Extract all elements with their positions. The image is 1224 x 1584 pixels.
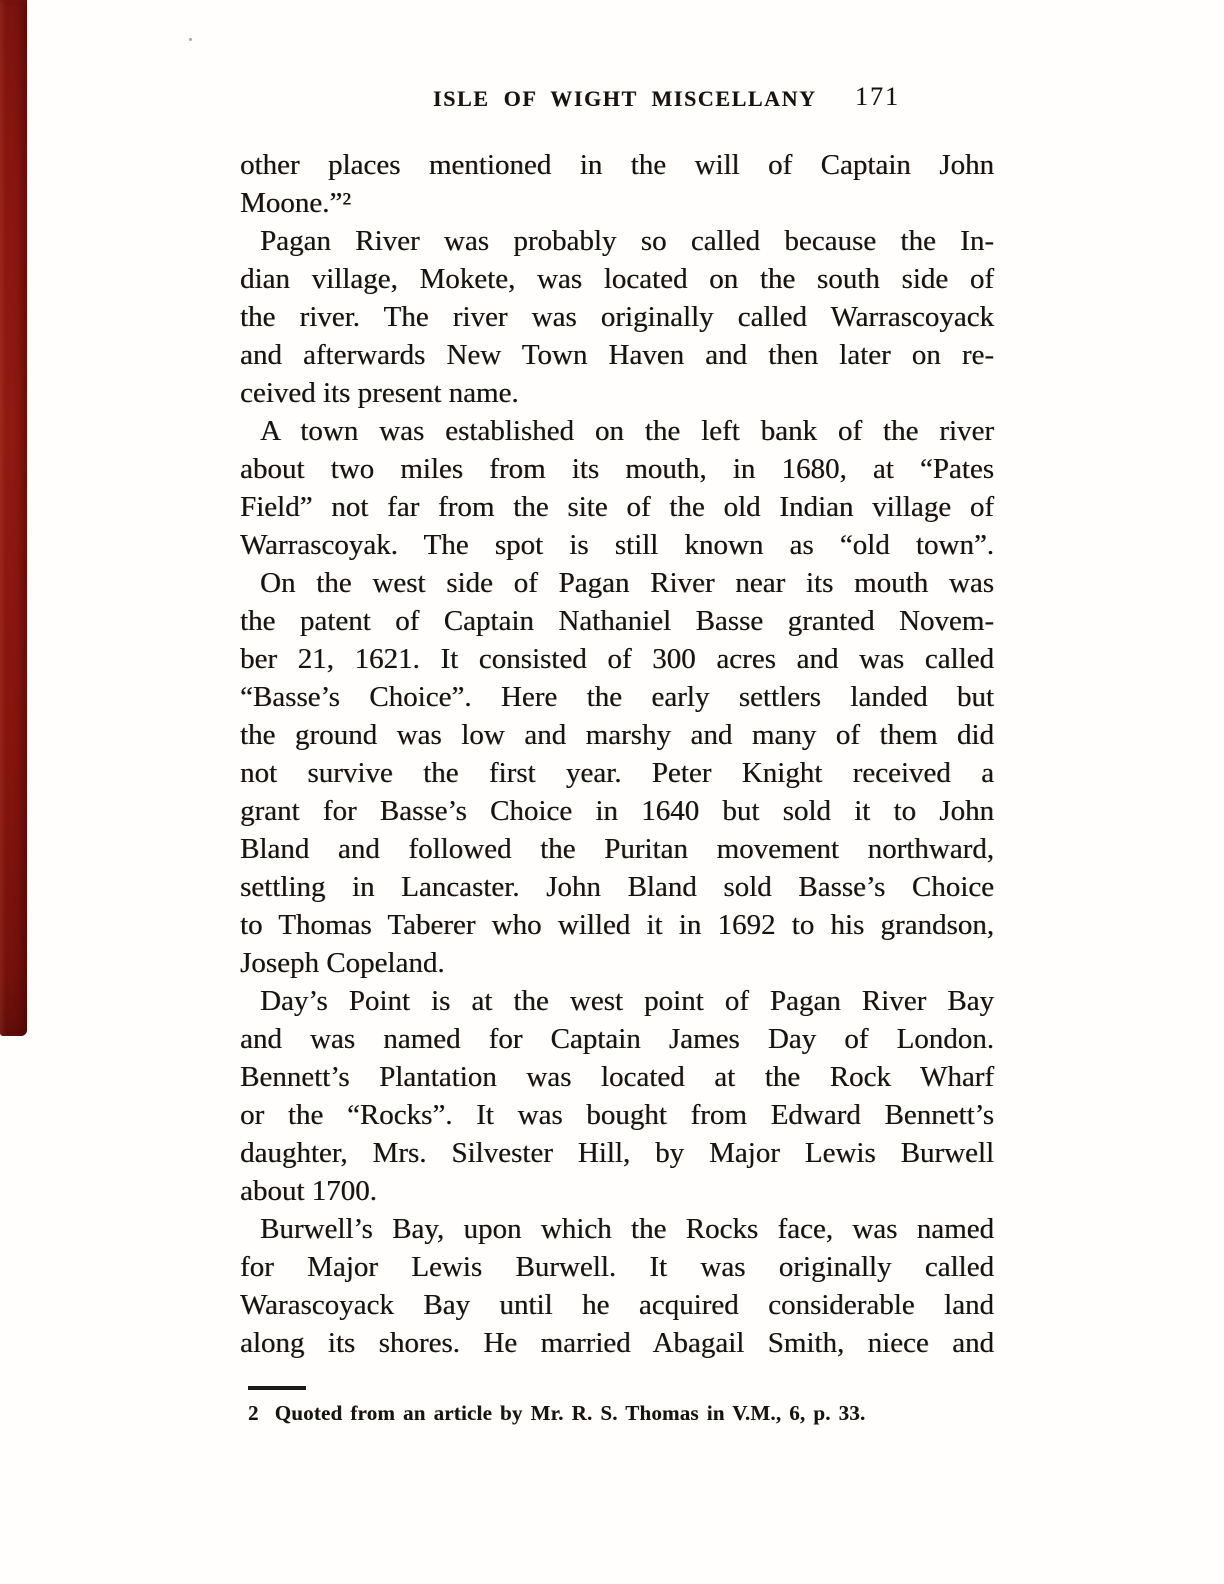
text-line: settling in Lancaster. John Bland sold Basse’s Choice (240, 871, 994, 903)
text-line: the patent of Captain Nathaniel Basse granted Novem- (240, 605, 994, 637)
text-line: On the west side of Pagan River near its mouth was (260, 567, 994, 599)
text-line: grant for Basse’s Choice in 1640 but sold it to John (240, 795, 994, 827)
footnote-rule (248, 1386, 306, 1390)
text-line: and was named for Captain James Day of London. (240, 1023, 994, 1055)
text-line: ceived its present name. (240, 377, 519, 409)
page-number: 171 (855, 82, 900, 111)
body-text (240, 146, 994, 1362)
text-line: Pagan River was probably so called because the In- (260, 225, 994, 257)
running-header-title: ISLE OF WIGHT MISCELLANY (433, 86, 817, 111)
footnote-text: Quoted from an article by Mr. R. S. Thomas in V.M., 6, p. 33. (274, 1401, 866, 1425)
footnote (248, 1401, 994, 1426)
text-line: Joseph Copeland. (240, 947, 445, 979)
book-edge-ribbon (0, 0, 27, 1036)
footnote-marker: 2 (248, 1401, 259, 1425)
text-line: Field” not far from the site of the old Indian village of (240, 491, 994, 523)
text-line: about two miles from its mouth, in 1680, at “Pates (240, 453, 994, 485)
text-line: Burwell’s Bay, upon which the Rocks face, was named (260, 1213, 994, 1245)
text-line: “Basse’s Choice”. Here the early settlers landed but (240, 681, 994, 713)
text-line: to Thomas Taberer who willed it in 1692 to his grandson, (240, 909, 994, 941)
text-line: not survive the first year. Peter Knight received a (240, 757, 994, 789)
text-line: daughter, Mrs. Silvester Hill, by Major Lewis Burwell (240, 1137, 994, 1169)
text-line: Warrascoyak. The spot is still known as “old town”. (240, 529, 994, 561)
text-line: A town was established on the left bank of the river (260, 415, 994, 447)
text-line: dian village, Mokete, was located on the south side of (240, 263, 994, 295)
text-line: for Major Lewis Burwell. It was originally called (240, 1251, 994, 1283)
text-line: Day’s Point is at the west point of Pagan River Bay (260, 985, 994, 1017)
text-line: or the “Rocks”. It was bought from Edward Bennett’s (240, 1099, 994, 1131)
text-line: along its shores. He married Abagail Smith, niece and (240, 1327, 994, 1359)
text-line: and afterwards New Town Haven and then later on re- (240, 339, 994, 371)
text-line: the ground was low and marshy and many of them did (240, 719, 994, 751)
text-line: ber 21, 1621. It consisted of 300 acres and was called (240, 643, 994, 675)
text-line: about 1700. (240, 1175, 377, 1207)
text-line: Bennett’s Plantation was located at the Rock Wharf (240, 1061, 994, 1093)
text-line: the river. The river was originally called Warrascoyack (240, 301, 994, 333)
running-header (240, 82, 994, 116)
text-line: other places mentioned in the will of Captain John (240, 149, 994, 181)
text-line: Moone.”² (240, 187, 351, 219)
text-line: Bland and followed the Puritan movement northward, (240, 833, 994, 865)
text-line: Warascoyack Bay until he acquired considerable land (240, 1289, 994, 1321)
scan-speck (189, 38, 192, 41)
